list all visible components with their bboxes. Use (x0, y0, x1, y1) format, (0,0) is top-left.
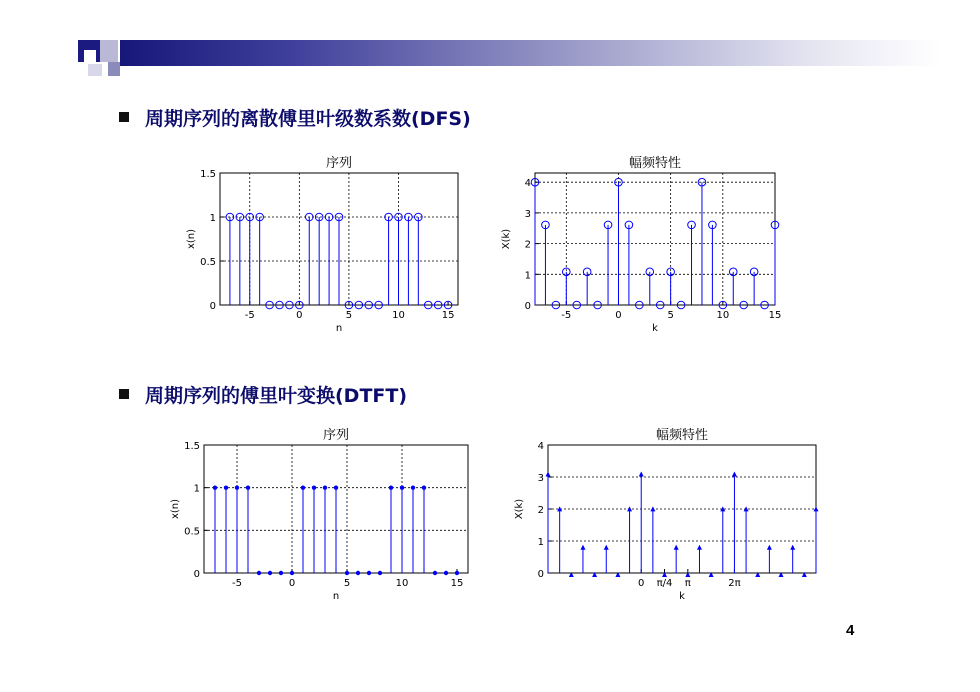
x-axis-label: k (652, 323, 658, 334)
x-tick-label: 15 (768, 310, 782, 321)
stem-marker (312, 485, 316, 489)
y-tick-label: 1 (209, 213, 216, 224)
x-tick-label: 0 (296, 310, 303, 321)
y-tick-label: 4 (537, 441, 544, 452)
stem-marker (455, 571, 459, 575)
header-square-light (100, 40, 118, 62)
x-tick-label: π/4 (656, 578, 673, 589)
x-tick-label: 2π (728, 578, 741, 589)
x-tick-label: 5 (343, 578, 351, 589)
stem-marker (279, 571, 283, 575)
page-number: 4 (846, 622, 855, 639)
y-tick-label: 1.5 (184, 441, 200, 452)
y-tick-label: 3 (537, 473, 544, 484)
stem-marker (301, 485, 305, 489)
header-square-mid (108, 62, 120, 76)
stem-marker (433, 571, 437, 575)
stem-marker (224, 485, 228, 489)
y-axis-label: x(n) (170, 498, 181, 520)
x-tick-label: 0 (288, 578, 296, 589)
header-square-pale (88, 64, 102, 76)
stem-marker (411, 485, 415, 489)
x-axis-label: n (335, 323, 343, 334)
x-tick-label: 15 (441, 310, 455, 321)
x-tick-label: π (684, 578, 691, 589)
stem-marker (367, 571, 371, 575)
y-axis-label: x(n) (186, 228, 197, 250)
y-tick-label: 0.5 (184, 526, 200, 538)
heading-dfs: 周期序列的离散傅里叶级数系数(DFS) (145, 108, 471, 130)
y-tick-label: 1 (193, 483, 200, 495)
x-tick-label: 10 (392, 310, 405, 321)
y-tick-label: 0 (524, 301, 531, 312)
stem-marker (235, 485, 239, 489)
stem-marker (290, 571, 294, 575)
x-tick-label: 0 (638, 578, 645, 589)
stem-marker (323, 485, 327, 489)
bullet-square-icon (119, 389, 129, 399)
header-square-white (84, 50, 96, 62)
y-tick-label: 0.5 (200, 257, 216, 268)
header-gradient-band (120, 40, 940, 66)
chart-title: 序列 (325, 156, 353, 171)
x-axis-label: k (679, 591, 685, 602)
stem-marker (268, 571, 272, 575)
x-axis-label: n (332, 591, 340, 602)
y-tick-label: 3 (524, 208, 531, 220)
x-tick-label: 5 (345, 310, 353, 321)
chart-title: 幅频特性 (628, 156, 682, 171)
chart-dtft-magnitude (500, 420, 830, 620)
x-tick-label: -5 (561, 310, 572, 321)
stem-marker (213, 485, 217, 489)
y-tick-label: 4 (524, 178, 531, 190)
stem-marker (400, 485, 404, 489)
chart-title: 幅频特性 (655, 428, 709, 443)
stem-marker (356, 571, 360, 575)
y-axis-label: X(k) (501, 228, 512, 250)
y-tick-label: 2 (524, 239, 531, 251)
chart-title: 序列 (322, 428, 350, 443)
y-tick-label: 1 (524, 270, 531, 282)
stem-marker (378, 571, 382, 575)
x-tick-label: 0 (615, 310, 622, 321)
chart-dfs-magnitude (480, 148, 790, 348)
x-tick-label: 10 (716, 310, 730, 321)
x-tick-label: 15 (450, 578, 464, 589)
stem-marker (444, 571, 448, 575)
y-axis-label: X(k) (514, 498, 525, 520)
x-tick-label: 5 (667, 310, 674, 321)
y-tick-label: 1 (537, 537, 544, 548)
y-tick-label: 0 (209, 301, 216, 312)
bullet-square-icon (119, 112, 129, 122)
stem-marker (257, 571, 261, 575)
x-tick-label: -5 (244, 310, 255, 321)
x-tick-label: -5 (232, 578, 242, 589)
stem-marker (422, 485, 426, 489)
plot-frame (535, 173, 775, 305)
chart-dtft-sequence (150, 420, 480, 620)
stem-marker (345, 571, 349, 575)
y-tick-label: 0 (537, 569, 544, 580)
x-tick-label: 10 (395, 578, 409, 589)
stem-marker (246, 485, 250, 489)
heading-dtft: 周期序列的傅里叶变换(DTFT) (145, 385, 408, 407)
stem-marker (334, 485, 338, 489)
y-tick-label: 2 (537, 505, 544, 516)
stem-marker (389, 485, 393, 489)
chart-dfs-sequence (160, 148, 480, 348)
y-tick-label: 1.5 (200, 169, 216, 180)
y-tick-label: 0 (193, 569, 200, 580)
